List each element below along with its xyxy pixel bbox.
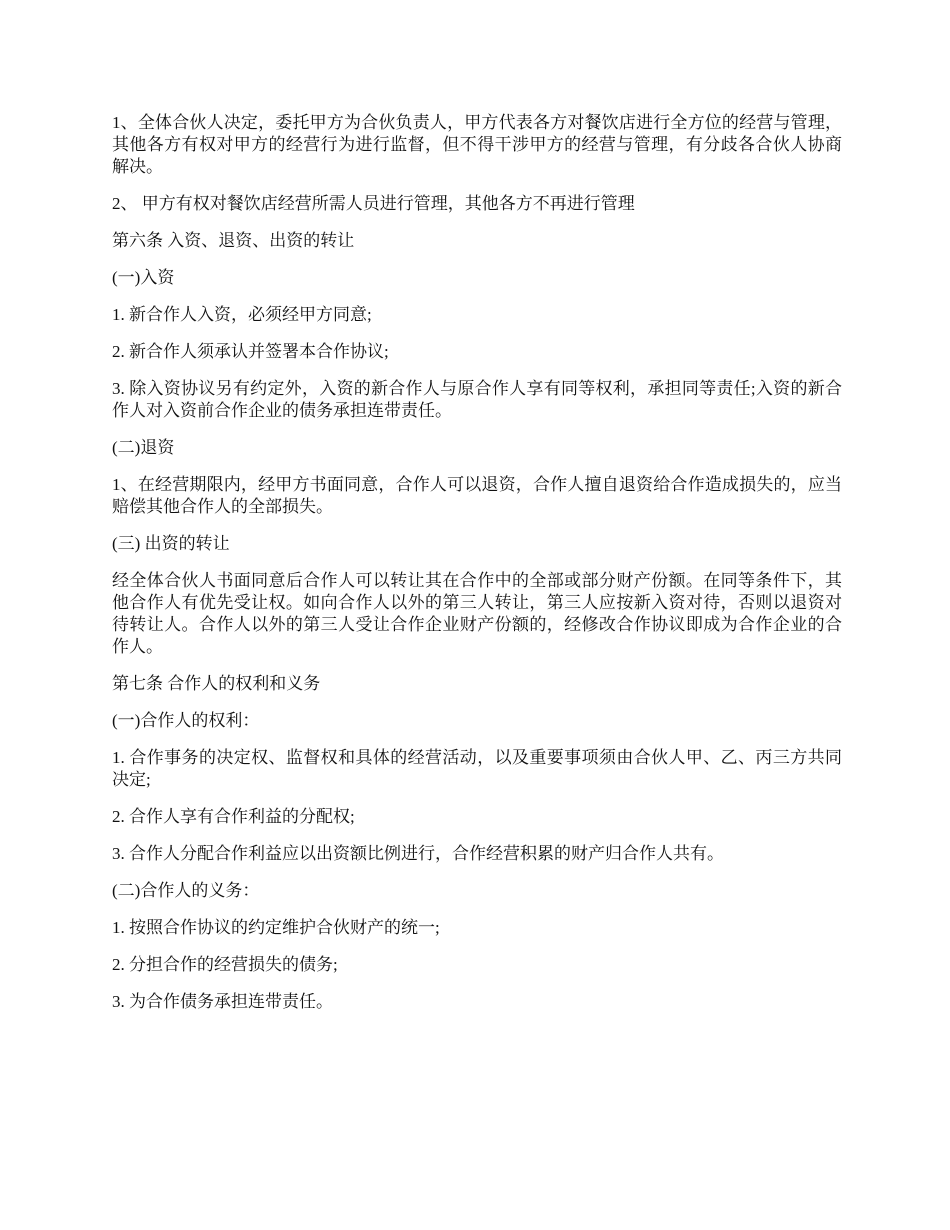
- rights-item-3: 3. 合作人分配合作利益应以出资额比例进行，合作经营积累的财产归合作人共有。: [112, 844, 724, 863]
- document-page: [112, 112, 842, 1028]
- obligations-item-1: 1. 按照合作协议的约定维护合伙财产的统一;: [112, 918, 440, 937]
- section-withdrawal-heading: (二)退资: [112, 438, 175, 457]
- article-6-heading: 第六条 入资、退资、出资的转让: [112, 231, 355, 250]
- section-rights-heading: (一)合作人的权利：: [112, 711, 260, 730]
- article-7-heading: 第七条 合作人的权利和义务: [112, 674, 321, 693]
- paragraph-staff-management: 2、 甲方有权对餐饮店经营所需人员进行管理，其他各方不再进行管理: [112, 194, 635, 213]
- obligations-item-2: 2. 分担合作的经营损失的债务;: [112, 955, 338, 974]
- section-transfer-heading: (三) 出资的转让: [112, 534, 230, 553]
- withdrawal-item-1: 1、在经营期限内，经甲方书面同意，合作人可以退资，合作人擅自退资给合作造成损失的，应当赔偿其他合作人的全部损失。: [112, 475, 842, 516]
- rights-item-2: 2. 合作人享有合作利益的分配权;: [112, 807, 355, 826]
- transfer-paragraph: 经全体合伙人书面同意后合作人可以转让其在合作中的全部或部分财产份额。在同等条件下，其他合作人有优先受让权。如向合作人以外的第三人转让，第三人应按新入资对待，否则以退资对待转让人。合作人以外的第三人受让合作企业财产份额的，经修改合作协议即成为合作企业的合作人。: [112, 571, 842, 656]
- paragraph-partner-manager: 1、全体合伙人决定，委托甲方为合伙负责人，甲方代表各方对餐饮店进行全方位的经营与管理，其他各方有权对甲方的经营行为进行监督，但不得干涉甲方的经营与管理，有分歧各合伙人协商解决。: [112, 113, 842, 176]
- entry-item-2: 2. 新合作人须承认并签署本合作协议;: [112, 342, 389, 361]
- section-capital-entry-heading: (一)入资: [112, 268, 175, 287]
- obligations-item-3: 3. 为合作债务承担连带责任。: [112, 992, 333, 1011]
- rights-item-1: 1. 合作事务的决定权、监督权和具体的经营活动，以及重要事项须由合伙人甲、乙、丙三方共同决定;: [112, 748, 842, 789]
- entry-item-3: 3. 除入资协议另有约定外，入资的新合作人与原合作人享有同等权利，承担同等责任;入资的新合作人对入资前合作企业的债务承担连带责任。: [112, 379, 842, 420]
- section-obligations-heading: (二)合作人的义务：: [112, 881, 260, 900]
- entry-item-1: 1. 新合作人入资，必须经甲方同意;: [112, 305, 372, 324]
